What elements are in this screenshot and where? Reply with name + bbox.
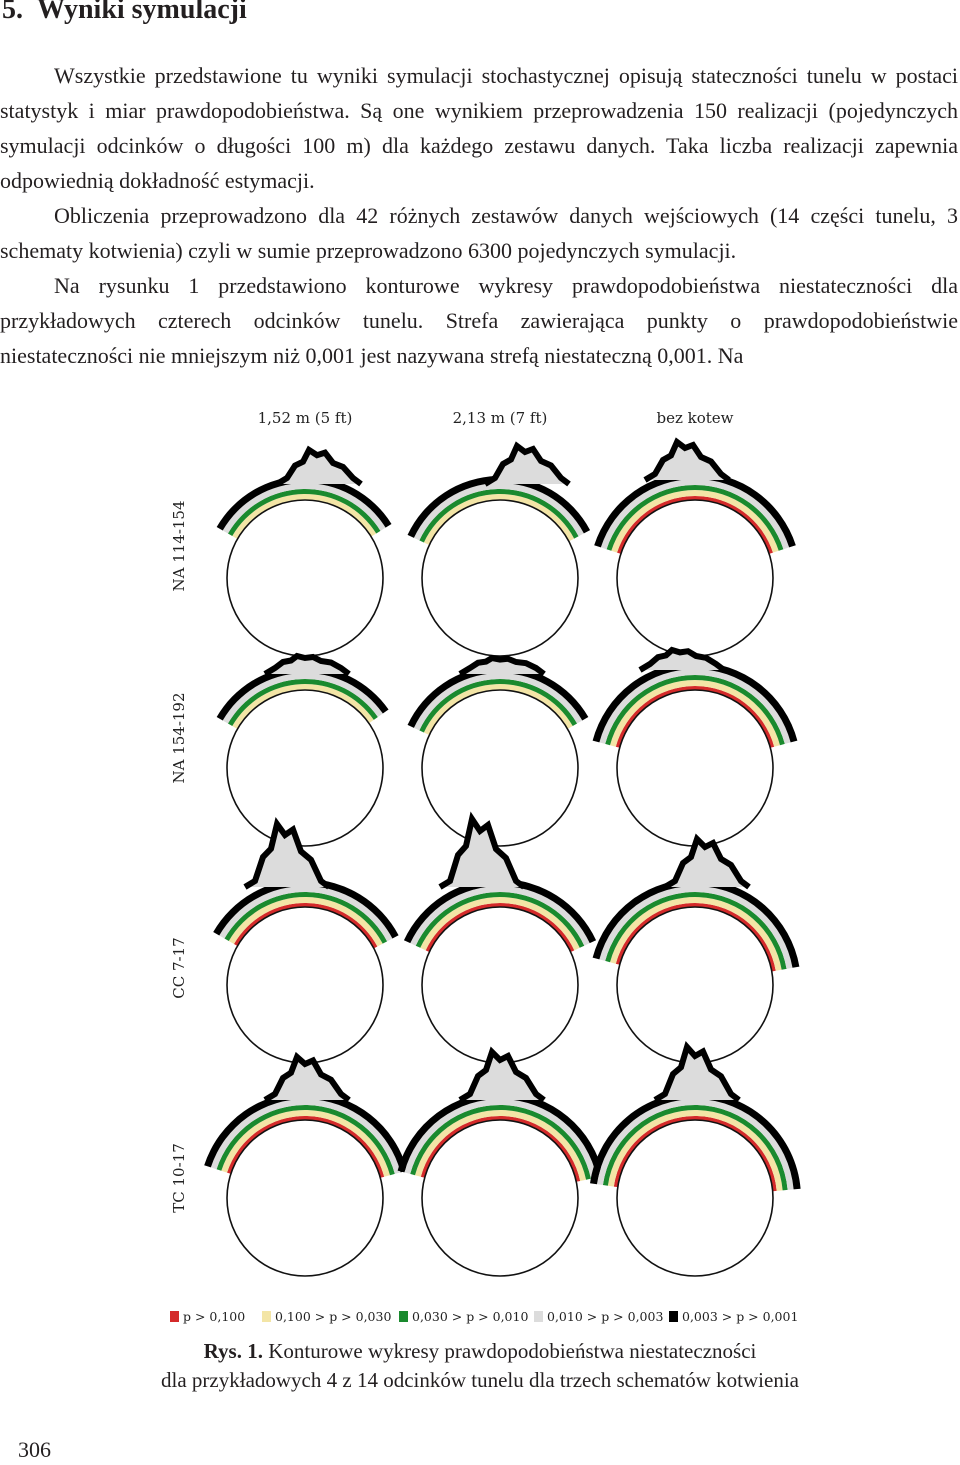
caption-text: Konturowe wykresy prawdopodobieństwa niestateczności xyxy=(268,1339,757,1363)
legend-swatch-4 xyxy=(534,1311,543,1322)
legend-swatch-3 xyxy=(399,1311,408,1322)
paragraph-3: Na rysunku 1 przedstawiono konturowe wykresy prawdopodobieństwa niestateczności dla przykładowych czterech odcinków tunelu. Strefa zawierająca punkty o prawdopodobieństwie niestateczności nie mniejszym niż 0,001 jest nazywana strefą niestateczną 0,001. Na xyxy=(0,273,958,368)
tunnel-outline xyxy=(227,690,383,846)
section-heading xyxy=(2,0,247,26)
contour-plot xyxy=(408,446,591,656)
legend-swatch-2 xyxy=(262,1311,271,1322)
row-label-1: NA 114-154 xyxy=(170,500,188,592)
tunnel-outline xyxy=(422,500,578,656)
tunnel-outline xyxy=(617,500,773,656)
row-label-4: TC 10-17 xyxy=(170,1143,188,1213)
contour-plot xyxy=(398,1052,604,1276)
contour-plot xyxy=(404,819,596,1063)
legend-label-1: p > 0,100 xyxy=(183,1309,246,1324)
tunnel-outline xyxy=(227,1120,383,1276)
row-label-2: NA 154-192 xyxy=(170,692,188,784)
tunnel-outline xyxy=(617,690,773,846)
contour-plot xyxy=(217,450,392,656)
tunnel-outline xyxy=(422,1120,578,1276)
legend-label-3: 0,030 > p > 0,010 xyxy=(412,1309,529,1324)
legend xyxy=(170,1309,798,1324)
contour-plot xyxy=(590,1047,801,1276)
tunnel-outline xyxy=(617,907,773,1063)
column-label-3: bez kotew xyxy=(656,409,734,427)
contour-plot-grid xyxy=(204,442,800,1276)
caption-label: Rys. 1. xyxy=(203,1339,263,1363)
contour-plot xyxy=(594,442,796,656)
contour-plot xyxy=(593,839,800,1063)
paragraph-1: Wszystkie przedstawione tu wyniki symulacji stochastycznej opisują stateczności tunelu w postaci statystyk i miar prawdopodobieństwa. Są one wynikiem przeprowadzenia 150 realizacji (pojedynczych symulacji odcinków o długości 100 m) dla każdego zestawu danych. Taka liczba realizacji zapewnia odpowiednią dokładność estymacji. xyxy=(0,63,958,193)
caption-line-2: dla przykładowych 4 z 14 odcinków tunelu dla trzech schematów kotwienia xyxy=(161,1368,799,1392)
paragraph-2: Obliczenia przeprowadzono dla 42 różnych zestawów danych wejściowych (14 części tunelu, 3 schematy kotwienia) czyli w sumie przeprowadzono 6300 pojedynczych symulacji. xyxy=(0,203,958,263)
tunnel-outline xyxy=(422,907,578,1063)
tunnel-outline xyxy=(227,500,383,656)
section-number: 5. xyxy=(2,0,23,25)
column-label-2: 2,13 m (7 ft) xyxy=(452,409,548,427)
tunnel-outline xyxy=(227,907,383,1063)
legend-label-2: 0,100 > p > 0,030 xyxy=(275,1309,392,1324)
legend-label-4: 0,010 > p > 0,003 xyxy=(547,1309,664,1324)
row-label-3: CC 7-17 xyxy=(170,937,188,999)
tunnel-outline xyxy=(422,690,578,846)
tunnel-outline xyxy=(617,1120,773,1276)
legend-swatch-1 xyxy=(170,1311,179,1322)
figure-caption xyxy=(60,1337,900,1395)
figure-contour-plots xyxy=(150,398,810,1333)
contour-plot xyxy=(217,656,389,846)
legend-label-5: 0,003 > p > 0,001 xyxy=(682,1309,799,1324)
legend-swatch-5 xyxy=(669,1311,678,1322)
contour-plot xyxy=(204,1057,407,1276)
contour-plot xyxy=(408,658,589,846)
body-text xyxy=(0,58,958,373)
column-label-1: 1,52 m (5 ft) xyxy=(257,409,353,427)
section-title: Wyniki symulacji xyxy=(37,0,247,25)
page-number: 306 xyxy=(18,1437,51,1462)
contour-plot xyxy=(213,824,398,1063)
contour-plot xyxy=(593,650,798,846)
